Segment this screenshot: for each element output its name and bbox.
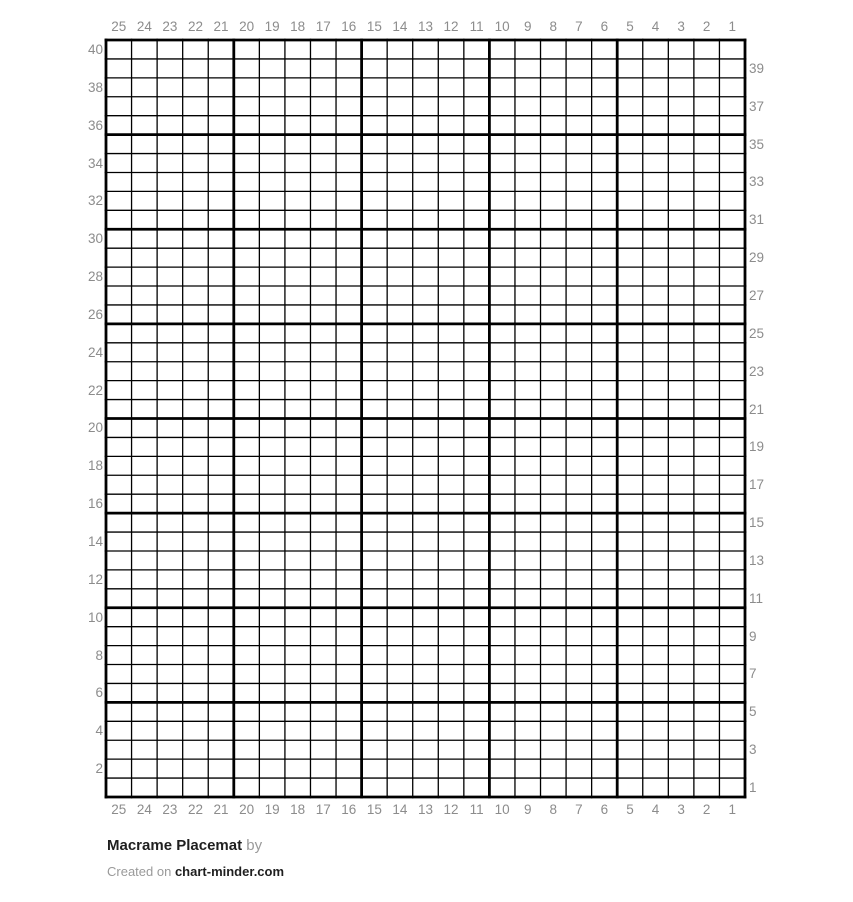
row-label: 9: [749, 628, 757, 644]
row-label: [0, 400, 103, 419]
col-label: 25: [111, 19, 127, 34]
row-label: 22: [87, 382, 103, 398]
row-label: [0, 135, 103, 154]
row-label: 6: [95, 685, 103, 701]
col-label: 11: [469, 802, 484, 817]
row-label: [749, 759, 809, 778]
col-label: 14: [392, 19, 408, 34]
row-label: 18: [87, 458, 103, 474]
row-label: [749, 532, 809, 551]
row-label: 31: [749, 212, 765, 228]
col-label: 14: [392, 802, 408, 817]
col-label: 7: [575, 19, 583, 34]
col-label: 12: [443, 19, 459, 34]
row-label: 14: [87, 534, 103, 549]
row-label: [749, 570, 809, 589]
row-labels-right: [749, 40, 809, 797]
row-label: 25: [749, 325, 765, 341]
col-label: 22: [187, 19, 203, 34]
row-label: [749, 721, 809, 740]
row-label: 11: [749, 590, 764, 606]
col-label: 15: [366, 802, 382, 817]
row-label: [0, 210, 103, 229]
row-label: [749, 381, 809, 400]
row-label: [749, 191, 809, 210]
row-label: 29: [749, 250, 765, 266]
col-label: 21: [213, 802, 229, 817]
row-label: [0, 702, 103, 721]
row-label: [0, 627, 103, 646]
row-label: 10: [87, 609, 103, 625]
col-label: 6: [600, 19, 609, 34]
col-label: 4: [651, 19, 660, 34]
row-label: [0, 778, 103, 797]
chart-title-line: [107, 837, 284, 854]
row-label: [749, 456, 809, 475]
col-label: 21: [213, 19, 229, 34]
col-label: 2: [702, 19, 711, 34]
row-label: 27: [749, 287, 765, 303]
col-label: 17: [315, 19, 331, 34]
row-label: 24: [87, 344, 103, 360]
row-label: 21: [749, 401, 765, 417]
row-label: 30: [87, 231, 103, 247]
column-labels-top: [106, 16, 745, 37]
row-label: [0, 740, 103, 759]
col-label: 4: [651, 802, 660, 817]
row-label: [0, 248, 103, 267]
col-label: 7: [575, 802, 583, 817]
col-label: 16: [341, 802, 357, 817]
col-label: 16: [341, 19, 357, 34]
col-label: 1: [728, 802, 736, 817]
row-label: 19: [749, 439, 765, 455]
row-label: [0, 589, 103, 608]
col-label: 13: [417, 19, 433, 34]
row-label: [749, 646, 809, 665]
row-label: 16: [87, 496, 103, 512]
row-label: [0, 324, 103, 343]
row-label: [0, 475, 103, 494]
row-label: [0, 551, 103, 570]
col-label: 25: [111, 802, 127, 817]
col-label: 5: [626, 802, 634, 817]
col-label: 9: [523, 802, 532, 817]
col-label: 3: [677, 19, 685, 34]
row-label: 39: [749, 60, 765, 76]
row-label: 38: [87, 79, 103, 95]
col-label: 23: [162, 802, 178, 817]
row-labels-left: [0, 40, 103, 797]
row-label: [0, 97, 103, 116]
col-label: 9: [523, 19, 532, 34]
row-label: 8: [95, 647, 103, 663]
chart-footer: [107, 837, 284, 879]
row-label: [749, 229, 809, 248]
col-label: 6: [600, 802, 609, 817]
row-label: [749, 418, 809, 437]
col-label: 24: [136, 19, 152, 34]
column-labels-bottom: [106, 799, 745, 820]
col-label: 3: [677, 802, 685, 817]
col-label: 15: [366, 19, 382, 34]
col-label: 1: [728, 19, 736, 34]
row-label: 17: [749, 477, 765, 493]
row-label: 13: [749, 552, 765, 568]
row-label: 35: [749, 136, 765, 152]
col-label: 8: [549, 802, 558, 817]
row-label: [0, 665, 103, 684]
row-label: 4: [95, 723, 103, 739]
row-label: 36: [87, 117, 103, 133]
chart-grid-area: [106, 40, 745, 797]
col-label: 20: [239, 802, 255, 817]
col-label: 19: [264, 19, 280, 34]
row-label: [0, 286, 103, 305]
col-label: 2: [702, 802, 711, 817]
row-label: [749, 154, 809, 173]
col-label: 20: [239, 19, 255, 34]
col-label: 10: [494, 19, 510, 34]
col-label: 10: [494, 802, 510, 817]
row-label: 40: [87, 41, 103, 57]
created-on-text: Created on: [107, 864, 172, 879]
row-label: 2: [95, 761, 103, 777]
row-label: [749, 683, 809, 702]
col-label: 22: [187, 802, 203, 817]
row-label: 33: [749, 174, 765, 190]
row-label: [749, 494, 809, 513]
col-label: 8: [549, 19, 558, 34]
row-label: [749, 608, 809, 627]
col-label: 18: [290, 19, 306, 34]
row-label: 1: [749, 780, 757, 796]
row-label: [749, 305, 809, 324]
row-label: [0, 513, 103, 532]
row-label: 28: [87, 269, 103, 285]
col-label: 24: [136, 802, 152, 817]
col-label: 19: [264, 802, 280, 817]
row-label: 15: [749, 515, 765, 531]
row-label: 34: [87, 155, 103, 171]
row-label: 12: [87, 571, 103, 587]
col-label: 17: [315, 802, 331, 817]
row-label: 20: [87, 420, 103, 436]
chart-credit-line: [107, 864, 284, 879]
chart-author-prefix: by: [246, 837, 263, 854]
row-label: [0, 59, 103, 78]
row-label: [749, 78, 809, 97]
row-label: [749, 40, 809, 59]
row-label: 37: [749, 98, 765, 114]
col-label: 12: [443, 802, 459, 817]
row-label: [0, 172, 103, 191]
row-label: [749, 116, 809, 135]
site-link[interactable]: chart-minder.com: [174, 864, 285, 879]
col-label: 13: [417, 802, 433, 817]
row-label: [749, 343, 809, 362]
col-label: 11: [469, 19, 484, 34]
row-label: 26: [87, 306, 103, 322]
row-label: 3: [749, 742, 757, 758]
row-label: 32: [87, 193, 103, 209]
row-label: 7: [749, 666, 757, 682]
col-label: 5: [626, 19, 634, 34]
row-label: 5: [749, 704, 757, 720]
chart-grid[interactable]: [106, 40, 745, 797]
col-label: 23: [162, 19, 178, 34]
chart-title: Macrame Placemat: [107, 837, 243, 854]
row-label: 23: [749, 363, 765, 379]
row-label: [0, 362, 103, 381]
row-label: [749, 267, 809, 286]
col-label: 18: [290, 802, 306, 817]
row-label: [0, 437, 103, 456]
